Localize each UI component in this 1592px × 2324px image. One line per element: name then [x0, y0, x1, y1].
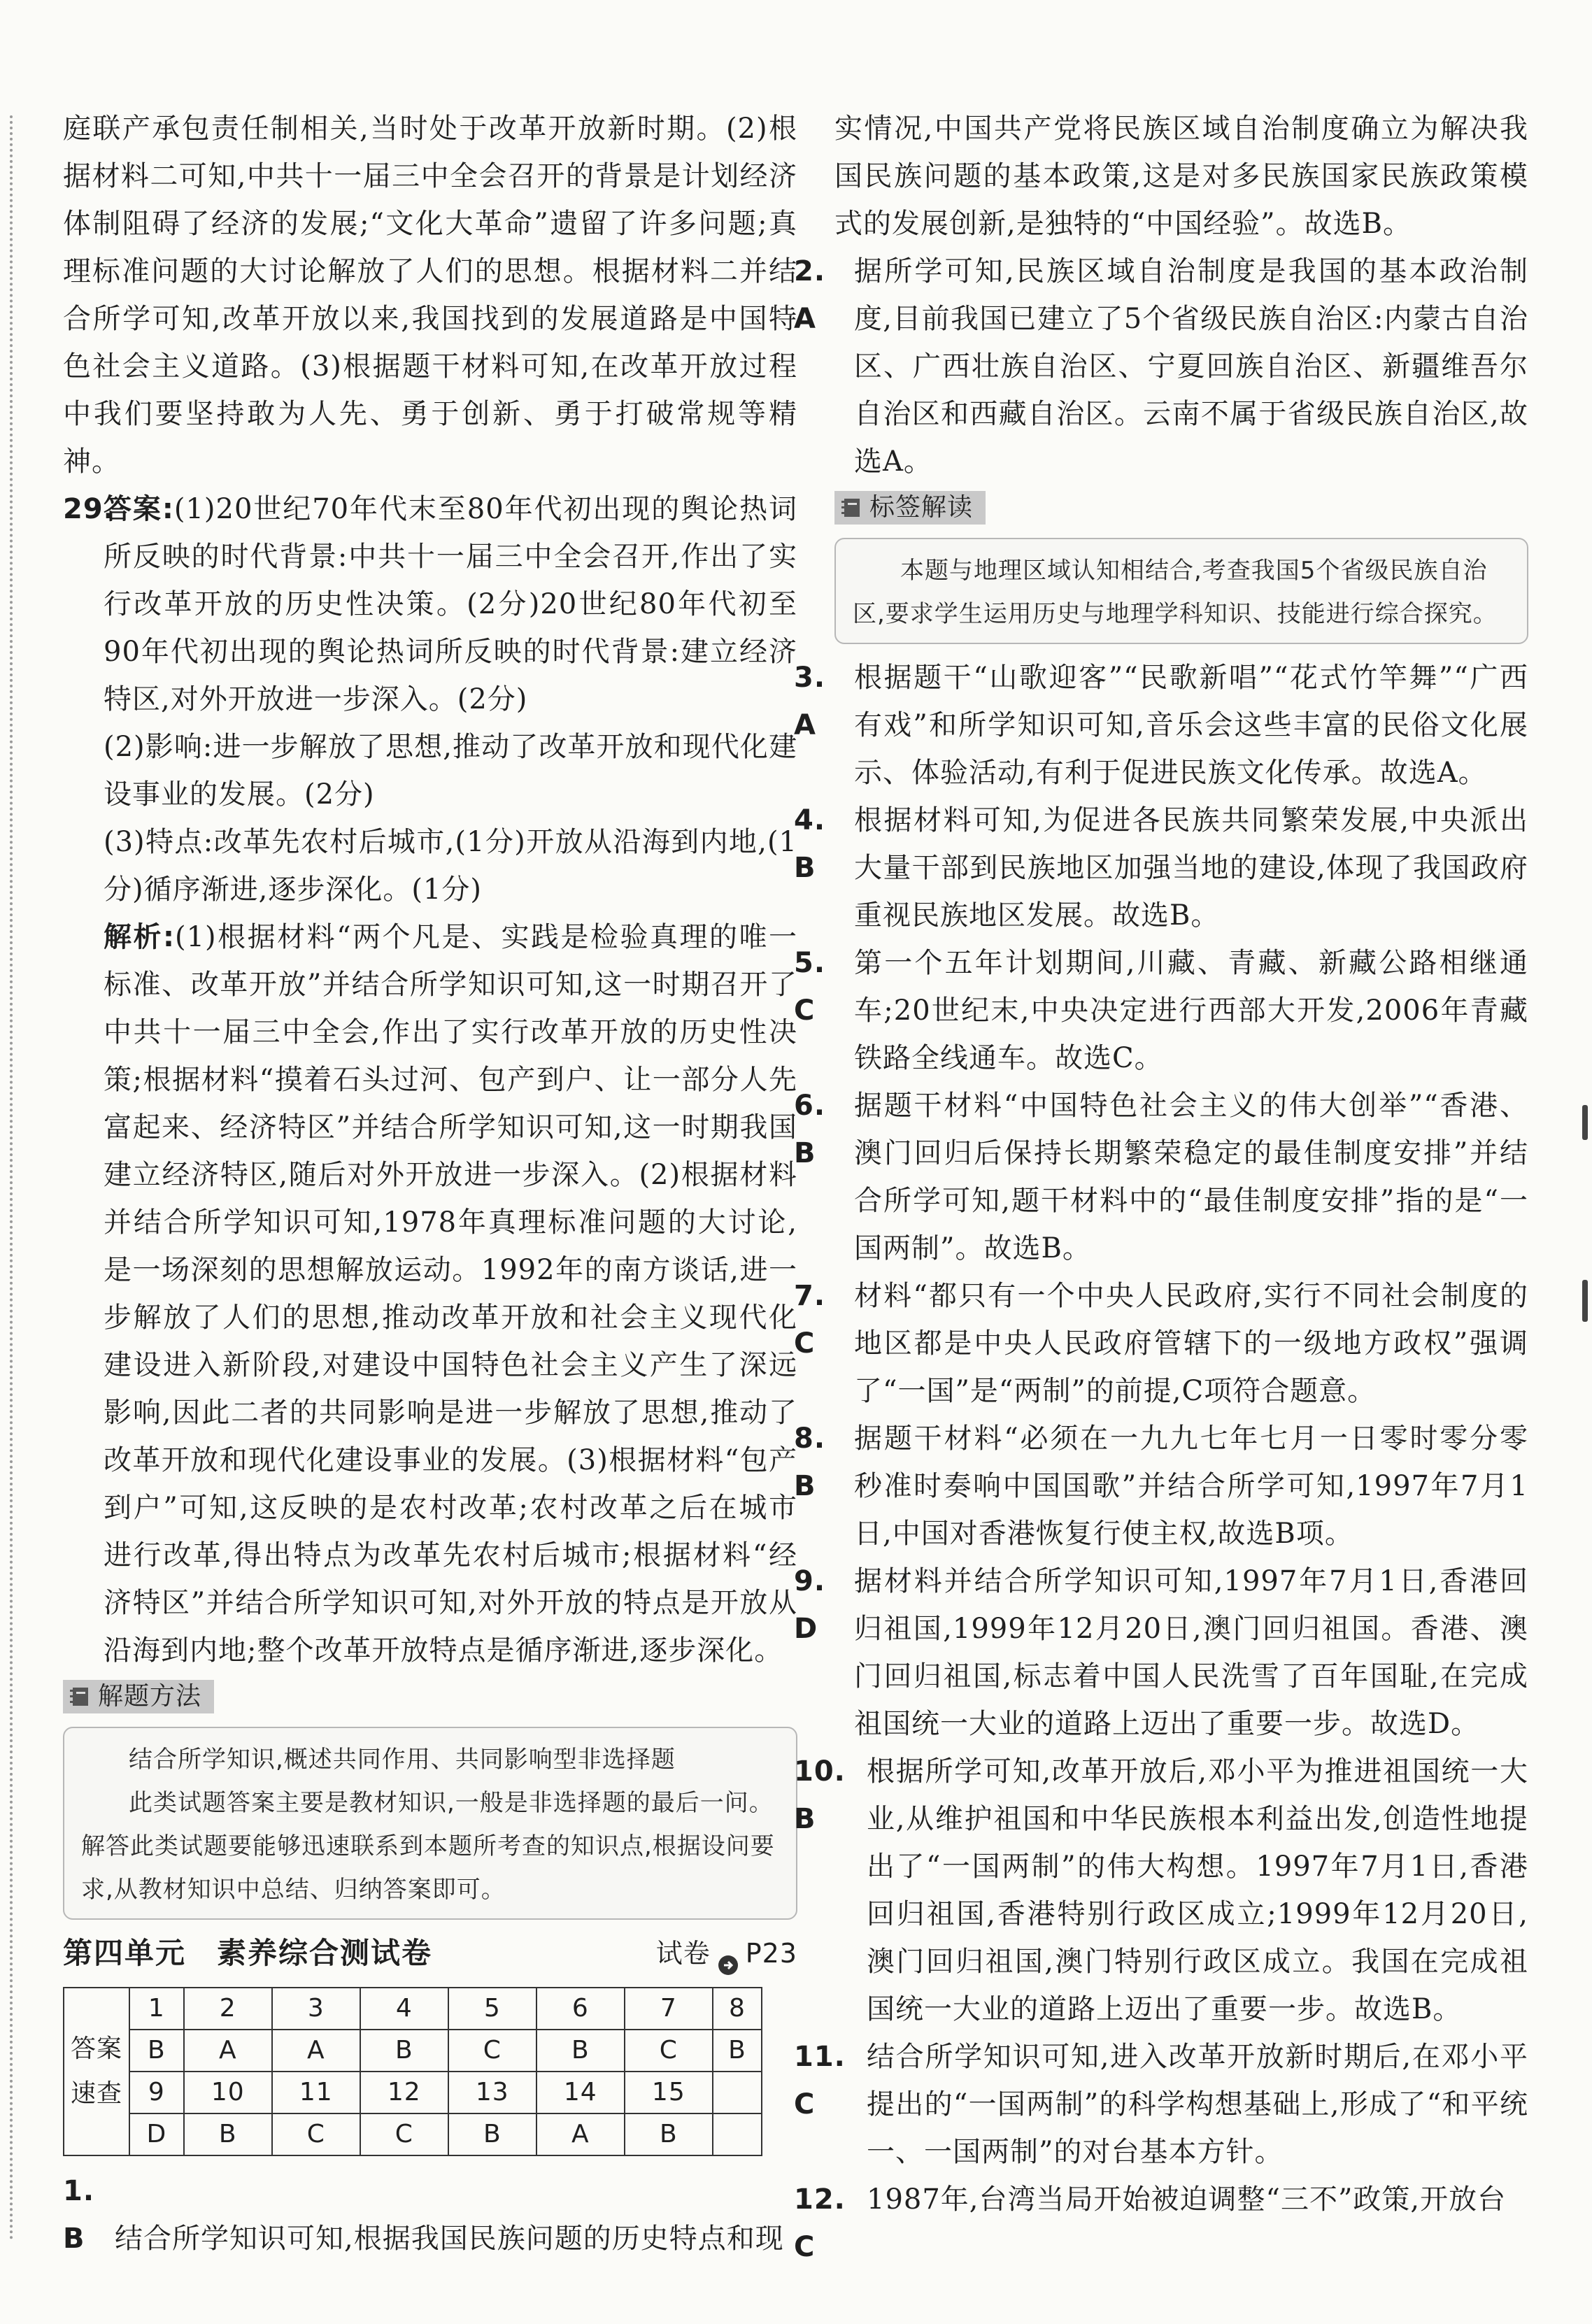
- table-cell: 5: [448, 1988, 536, 2030]
- question-number: 3. A: [794, 662, 826, 741]
- table-cell: 3: [272, 1988, 360, 2030]
- question-29-body: [104, 485, 797, 723]
- table-cell: 6: [536, 1988, 625, 2030]
- table-cell: C: [448, 2030, 536, 2072]
- edge-mark: [1582, 1280, 1588, 1322]
- table-cell: 10: [184, 2072, 272, 2113]
- answer-label: 答案:: [104, 493, 174, 525]
- method-box-line2: 此类试题答案主要是教材知识,一般是非选择题的最后一问。解答此类试题要能够迅速联系到本题所考查的知识点,根据设问要求,从教材知识中总结、归纳答案即可。: [81, 1789, 775, 1904]
- method-box: [63, 1727, 797, 1920]
- method-box-heading: [63, 1680, 214, 1713]
- question-3: [794, 654, 1528, 797]
- question-text: 据材料并结合所学知识可知,1997年7月1日,香港回归祖国,1999年12月20日,澳门回归祖国。香港、澳门回归祖国,标志着中国人民洗雪了百年国耻,在完成祖国统一大业的道路上迈出了重要一步。故选D。: [854, 1565, 1528, 1740]
- method-box-line1: 结合所学知识,概述共同作用、共同影响型非选择题: [129, 1746, 676, 1774]
- table-cell: B: [536, 2030, 625, 2072]
- method-box-title: 解题方法: [98, 1682, 202, 1711]
- unit-test-reference: [656, 1930, 797, 1977]
- question-text: 根据题干“山歌迎客”“民歌新唱”“花式竹竿舞”“广西有戏”和所学知识可知,音乐会这些丰富的民俗文化展示、体验活动,有利于促进民族文化传承。故选A。: [854, 662, 1528, 789]
- table-cell: 13: [448, 2072, 536, 2113]
- question-number: 9. D: [794, 1565, 826, 1645]
- question-number: 12. C: [794, 2183, 846, 2263]
- tag-box-heading: [834, 491, 986, 525]
- question-text: 据所学可知,民族区域自治制度是我国的基本政治制度,目前我国已建立了5个省级民族自治区:内蒙古自治区、广西壮族自治区、宁夏回族自治区、新疆维吾尔自治区和西藏自治区。云南不属于省级民族自治区,故选A。: [854, 255, 1528, 478]
- analysis-paragraph: [63, 913, 797, 1674]
- question-6: [794, 1082, 1528, 1272]
- analysis-text: (1)根据材料“两个凡是、实践是检验真理的唯一标准、改革开放”并结合所学知识可知,这一时期召开了中共十一届三中全会,作出了实行改革开放的历史性决策;根据材料“摸着石头过河、包产到户、让一部分人先富起来、经济特区”并结合所学知识可知,这一时期我国建立经济特区,随后对外开放进一步深入。(2)根据材料并结合所学知识可知,1978年真理标准问题的大讨论,是一场深刻的思想解放运动。1992年的南方谈话,进一步解放了人们的思想,推动改革开放和社会主义现代化建设进入新阶段,对建设中国特色社会主义产生了深远影响,因此二者的共同影响是进一步解放了思想,推动了改革开放和现代化建设事业的发展。(3)根据材料“包产到户”可知,这反映的是农村改革;农村改革之后在城市进行改革,得出特点为改革先农村后城市;根据材料“经济特区”并结合所学知识可知,对外开放的特点是开放从沿海到内地;整个改革开放特点是循序渐进,逐步深化。: [104, 921, 798, 1667]
- question-7: [794, 1272, 1528, 1415]
- table-cell: 9: [129, 2072, 184, 2113]
- answer-part-3: (3)特点:改革先农村后城市,(1分)开放从沿海到内地,(1分)循序渐进,逐步深化。(1分): [104, 826, 797, 906]
- arrow-right-icon: [718, 1943, 739, 1964]
- left-column: [63, 105, 797, 2262]
- tag-box: [834, 538, 1528, 644]
- answer-part-1: (1)20世纪70年代末至80年代初出现的舆论热词所反映的时代背景:中共十一届三中全会召开,作出了实行改革开放的历史性决策。(2分)20世纪80年代初至90年代初出现的舆论热词所反映的时代背景:建立经济特区,对外开放进一步深入。(2分): [104, 493, 798, 715]
- question-number: 4. B: [794, 804, 826, 884]
- edge-mark: [1582, 1105, 1588, 1140]
- question-29: [63, 485, 797, 723]
- question-8: [794, 1415, 1528, 1557]
- question-5: [794, 939, 1528, 1082]
- table-cell: 2: [184, 1988, 272, 2030]
- table-cell: 1: [129, 1988, 184, 2030]
- question-text: 结合所学知识可知,进入改革开放新时期后,在邓小平提出的“一国两制”的科学构想基础上,形成了“和平统一、一国两制”的对台基本方针。: [867, 2041, 1528, 2168]
- table-cell: [713, 2072, 762, 2113]
- table-cell: A: [536, 2113, 625, 2155]
- table-cell: D: [129, 2113, 184, 2155]
- table-cell: [713, 2113, 762, 2155]
- right-column: [794, 105, 1528, 2271]
- unit-ref-page: P23: [745, 1938, 797, 1969]
- question-text: 1987年,台湾当局开始被迫调整“三不”政策,开放台: [867, 2183, 1507, 2216]
- table-cell: A: [272, 2030, 360, 2072]
- question-number: 5. C: [794, 947, 826, 1027]
- table-cell: 7: [625, 1988, 713, 2030]
- tag-box-text: 本题与地理区域认知相结合,考查我国5个省级民族自治区,要求学生运用历史与地理学科知识、技能进行综合探究。: [853, 557, 1498, 628]
- question-number: 29.: [63, 493, 115, 525]
- question-text: 据题干材料“必须在一九九七年七月一日零时零分零秒准时奏响中国国歌”并结合所学可知,1997年7月1日,中国对香港恢复行使主权,故选B项。: [854, 1423, 1528, 1550]
- table-cell: 8: [713, 1988, 762, 2030]
- question-text: 第一个五年计划期间,川藏、青藏、新藏公路相继通车;20世纪末,中央决定进行西部大开发,2006年青藏铁路全线通车。故选C。: [854, 947, 1528, 1074]
- tag-box-title: 标签解读: [869, 493, 974, 522]
- table-cell: 4: [360, 1988, 448, 2030]
- question-12: [794, 2176, 1528, 2271]
- question-11: [794, 2033, 1528, 2176]
- table-cell: 15: [625, 2072, 713, 2113]
- question-number: 6. B: [794, 1090, 826, 1169]
- table-cell: C: [272, 2113, 360, 2155]
- notebook-icon: [840, 497, 862, 519]
- table-cell: C: [625, 2030, 713, 2072]
- question-1: [63, 2167, 797, 2262]
- table-cell: B: [625, 2113, 713, 2155]
- question-number: 7. C: [794, 1280, 826, 1360]
- question-9: [794, 1557, 1528, 1748]
- unit-ref-prefix: 试卷: [655, 1938, 711, 1969]
- question-number: 11. C: [794, 2041, 846, 2120]
- table-cell: B: [184, 2113, 272, 2155]
- question-1-continued: 实情况,中国共产党将民族区域自治制度确立为解决我国民族问题的基本政策,这是对多民族国家民族政策模式的发展创新,是独特的“中国经验”。故选B。: [834, 113, 1528, 240]
- question-text: 结合所学知识可知,根据我国民族问题的历史特点和现: [115, 2223, 784, 2255]
- answer-part-2: (2)影响:进一步解放了思想,推动了改革开放和现代化建设事业的发展。(2分): [104, 731, 797, 811]
- question-number: 8. B: [794, 1423, 826, 1502]
- table-cell: C: [360, 2113, 448, 2155]
- question-2: [794, 248, 1528, 485]
- answer-quick-table: [63, 1987, 762, 2156]
- question-text: 根据所学可知,改革开放后,邓小平为推进祖国统一大业,从维护祖国和中华民族根本利益出发,创造性地提出了“一国两制”的伟大构想。1997年7月1日,香港回归祖国,香港特别行政区成立;1999年12月20日,澳门回归祖国,澳门特别行政区成立。我国在完成祖国统一大业的道路上迈出了重要一步。故选B。: [867, 1755, 1528, 2025]
- table-row-label: 答案速查: [64, 1988, 129, 2155]
- table-cell: A: [184, 2030, 272, 2072]
- binding-margin-dots: [10, 115, 13, 2241]
- unit-heading: [63, 1930, 797, 1977]
- question-text: 材料“都只有一个中央人民政府,实行不同社会制度的地区都是中央人民政府管辖下的一级地方政权”强调了“一国”是“两制”的前提,C项符合题意。: [854, 1280, 1528, 1407]
- table-cell: 12: [360, 2072, 448, 2113]
- table-cell: B: [713, 2030, 762, 2072]
- table-cell: B: [129, 2030, 184, 2072]
- table-cell: B: [360, 2030, 448, 2072]
- table-cell: 14: [536, 2072, 625, 2113]
- question-4: [794, 797, 1528, 939]
- notebook-icon: [69, 1685, 91, 1708]
- question-text: 据题干材料“中国特色社会主义的伟大创举”“香港、澳门回归后保持长期繁荣稳定的最佳制度安排”并结合所学可知,题干材料中的“最佳制度安排”指的是“一国两制”。故选B。: [854, 1090, 1528, 1264]
- unit-title: 第四单元 素养综合测试卷: [63, 1936, 433, 1970]
- table-cell: 11: [272, 2072, 360, 2113]
- question-10: [794, 1748, 1528, 2033]
- question-text: 根据材料可知,为促进各民族共同繁荣发展,中央派出大量干部到民族地区加强当地的建设,体现了我国政府重视民族地区发展。故选B。: [854, 804, 1528, 932]
- question-number: 1. B: [63, 2175, 95, 2255]
- continued-answer-28: 庭联产承包责任制相关,当时处于改革开放新时期。(2)根据材料二可知,中共十一届三中全会召开的背景是计划经济体制阻碍了经济的发展;“文化大革命”遗留了许多问题;真理标准问题的大讨论解放了人们的思想。根据材料二并结合所学可知,改革开放以来,我国找到的发展道路是中国特色社会主义道路。(3)根据题干材料可知,在改革开放过程中我们要坚持敢为人先、勇于创新、勇于打破常规等精神。: [63, 113, 797, 478]
- question-number: 10. B: [794, 1755, 846, 1835]
- analysis-label: 解析:: [104, 921, 175, 953]
- table-cell: B: [448, 2113, 536, 2155]
- question-number: 2. A: [794, 255, 826, 335]
